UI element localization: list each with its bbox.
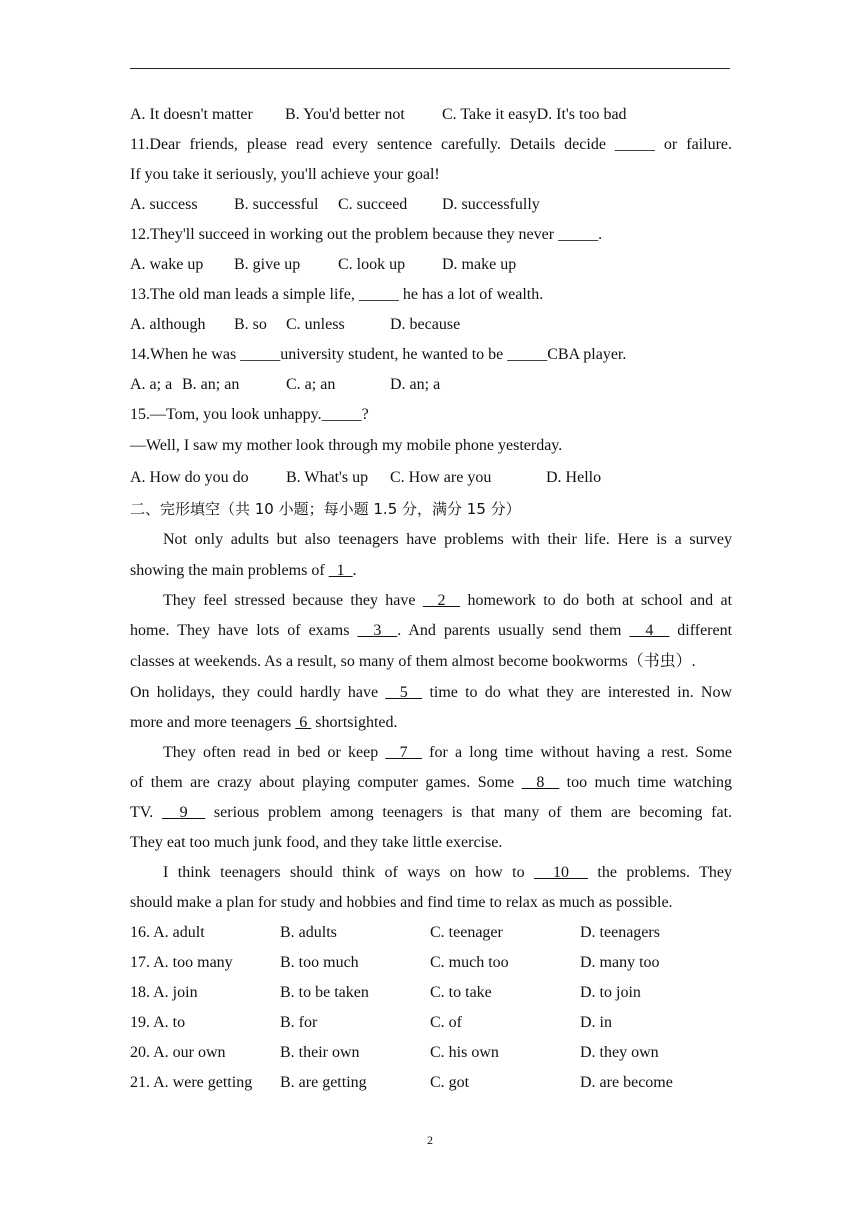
option: B. their own: [280, 1044, 360, 1061]
option: C. look up: [338, 256, 406, 273]
option: B. What's up: [286, 469, 369, 486]
cloze-option-row: [130, 1008, 732, 1038]
option: C. unless: [286, 316, 345, 333]
q11-options: [130, 190, 732, 220]
question-14-text: 14.When he was _____university student, he wanted to be _____CBA player.: [130, 346, 627, 363]
page-body: [130, 100, 732, 1098]
option: B. adults: [280, 924, 337, 941]
option: A. How do you do: [130, 469, 249, 486]
page-number: 2: [427, 1133, 433, 1147]
option: 16. A. adult: [130, 924, 205, 941]
option: B. successful: [234, 196, 319, 213]
passage-text: TV.: [130, 804, 154, 821]
passage-line: [130, 556, 732, 586]
question-11-text: 11.Dear friends, please read every sentence carefully. Details decide _____ or failure.: [130, 136, 732, 153]
option: A. success: [130, 196, 198, 213]
blank-2: 2: [422, 592, 461, 609]
passage-text: time to do what they are interested in. Now: [429, 684, 733, 701]
q14-options: [130, 370, 732, 400]
section-heading: 二、完形填空（共 10 小题；每小题 1.5 分，满分 15 分）: [130, 500, 521, 518]
option: C. Take it easy: [442, 106, 537, 123]
option: D. in: [580, 1014, 612, 1031]
passage-text: On holidays, they could hardly have: [130, 684, 379, 701]
question-15-text: 15.—Tom, you look unhappy._____?: [130, 406, 369, 423]
blank-1: 1: [328, 562, 353, 579]
passage-text: for a long time without having a rest. Some: [429, 744, 733, 761]
passage-text: the problems. They: [597, 864, 733, 881]
q13-options: [130, 310, 732, 340]
passage-line: classes at weekends. As a result, so many of them almost become bookworms（书虫）.: [130, 653, 696, 670]
passage-line: They eat too much junk food, and they take little exercise.: [130, 834, 503, 851]
option: 20. A. our own: [130, 1044, 226, 1061]
passage-text: serious problem among teenagers is that many of them are becoming fat.: [213, 804, 733, 821]
passage-text: showing the main problems of: [130, 562, 325, 579]
passage-text: of them are crazy about playing computer games. Some: [130, 774, 515, 791]
option: B. so: [234, 316, 267, 333]
passage-line: [130, 738, 732, 768]
option: B. give up: [234, 256, 301, 273]
passage-text: . And parents usually send them: [397, 622, 622, 639]
option: D. an; a: [390, 376, 441, 393]
option: C. to take: [430, 984, 492, 1001]
passage-text: I think teenagers should think of ways on how to: [163, 864, 525, 881]
header-rule: [130, 68, 730, 69]
option: B. are getting: [280, 1074, 367, 1091]
passage-text: shortsighted.: [315, 714, 398, 731]
option: B. an; an: [182, 376, 240, 393]
passage-text: too much time watching: [566, 774, 733, 791]
option: D. It's too bad: [536, 106, 627, 123]
option: C. a; an: [286, 376, 336, 393]
passage-text: They feel stressed because they have: [163, 592, 416, 609]
option: D. teenagers: [580, 924, 660, 941]
option: D. many too: [580, 954, 660, 971]
blank-8: 8: [521, 774, 560, 791]
option: D. Hello: [546, 469, 602, 486]
passage-line: [130, 616, 732, 646]
option: A. a; a: [130, 376, 173, 393]
passage-line: [130, 858, 732, 888]
option: 21. A. were getting: [130, 1074, 253, 1091]
passage-line: [130, 586, 732, 616]
option: C. his own: [430, 1044, 499, 1061]
passage-text: homework to do both at school and at: [467, 592, 733, 609]
passage-line: [130, 678, 732, 708]
option: B. too much: [280, 954, 359, 971]
q12-options: [130, 250, 732, 280]
passage-text: different: [677, 622, 733, 639]
blank-10: 10: [534, 864, 588, 881]
passage-line: should make a plan for study and hobbies and find time to relax as much as possible.: [130, 894, 673, 911]
option: B. for: [280, 1014, 318, 1031]
cloze-option-row: [130, 918, 732, 948]
passage-line: [130, 768, 732, 798]
option: C. teenager: [430, 924, 503, 941]
blank-4: 4: [629, 622, 670, 639]
option: D. are become: [580, 1074, 673, 1091]
passage-text: more and more teenagers: [130, 714, 292, 731]
option: B. You'd better not: [285, 106, 405, 123]
q10-options: [130, 100, 732, 130]
blank-6: 6: [295, 714, 312, 731]
option: 17. A. too many: [130, 954, 233, 971]
blank-3: 3: [357, 622, 398, 639]
option: 18. A. join: [130, 984, 198, 1001]
option: A. wake up: [130, 256, 204, 273]
question-15-reply: —Well, I saw my mother look through my mobile phone yesterday.: [130, 437, 563, 454]
option: B. to be taken: [280, 984, 369, 1001]
option: D. they own: [580, 1044, 659, 1061]
option: C. got: [430, 1074, 470, 1091]
option: D. make up: [442, 256, 517, 273]
blank-5: 5: [385, 684, 423, 701]
blank-7: 7: [385, 744, 422, 761]
option: C. of: [430, 1014, 462, 1031]
cloze-option-row: [130, 1068, 732, 1098]
passage-line: [130, 798, 732, 828]
option: A. It doesn't matter: [130, 106, 253, 123]
passage-text: They often read in bed or keep: [163, 744, 379, 761]
q15-options: [130, 462, 732, 494]
option: C. much too: [430, 954, 509, 971]
cloze-option-row: [130, 1038, 732, 1068]
question-13-text: 13.The old man leads a simple life, _____ he has a lot of wealth.: [130, 286, 544, 303]
passage-line: [130, 708, 732, 738]
option: C. How are you: [390, 469, 492, 486]
option: A. although: [130, 316, 206, 333]
question-11-text-cont: If you take it seriously, you'll achieve your goal!: [130, 166, 440, 183]
blank-9: 9: [162, 804, 206, 821]
passage-text: home. They have lots of exams: [130, 622, 350, 639]
question-12-text: 12.They'll succeed in working out the problem because they never _____.: [130, 226, 603, 243]
option: D. successfully: [442, 196, 540, 213]
option: C. succeed: [338, 196, 408, 213]
cloze-option-row: [130, 978, 732, 1008]
option: D. to join: [580, 984, 641, 1001]
option: 19. A. to: [130, 1014, 186, 1031]
cloze-option-row: [130, 948, 732, 978]
option: D. because: [390, 316, 461, 333]
passage-text: .: [352, 562, 357, 579]
passage-line: Not only adults but also teenagers have problems with their life. Here is a survey: [163, 531, 732, 548]
